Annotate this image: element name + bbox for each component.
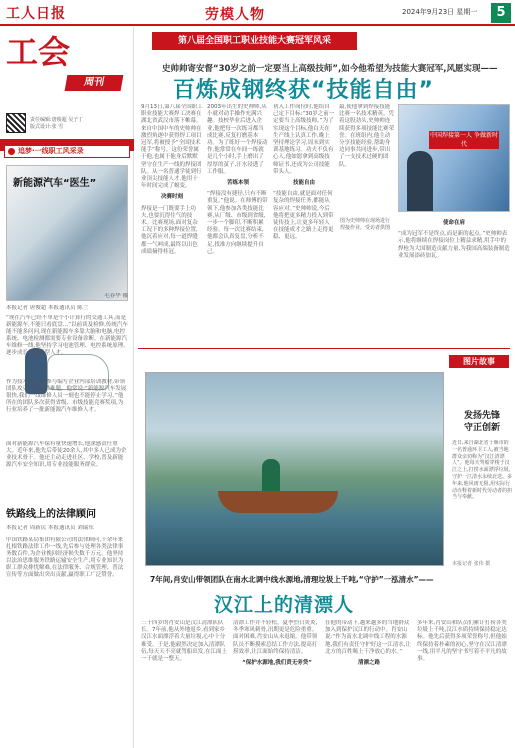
sidebar-byline: 本报记者 张伟 摄 <box>452 561 491 567</box>
column-subtitle: 周刊 <box>65 75 124 91</box>
story-column-4: 多年来,肖安山和队员们累计打捞各类垃圾上千吨,汉江水质持续保持稳定达标。他先后获得多项荣誉称号,但他始终保持着朴素的初心,坚守在汉江清漂一线,用平凡的坚守书写着不平凡的故事。 <box>417 620 507 663</box>
feature-banner: 第八届全国职工职业技能大赛冠军风采 <box>152 32 357 50</box>
feature-kicker: 史帅帅寄安督“30岁之前一定要当上高级技师”,如今他希望为技能大赛冠军,风愿实现—— <box>162 64 498 74</box>
subheading: 苦练本领 <box>226 180 249 187</box>
subheading: 决赛时刻 <box>160 194 183 201</box>
feature-photo-title: 新能源汽车“医生” <box>13 178 97 189</box>
feature-headline: 百炼成钢终获“技能自由” <box>173 78 434 103</box>
subheading: 技能自由 <box>292 180 315 187</box>
photo-sign: 中国焊接第一人 争做新时代 <box>430 132 498 148</box>
article-paragraph: 中国铁路某局集团有限公司的法律顾问,十余年来扎根铁路法律工作一线,先后参与处理各类法律事务数百件,为企业挽回经济损失数千万元。他坚持以法治思维服务铁路运输安全生产,用专业知识为职工群众排忧解难,在法律服务、合规管理、普法宣传等方面做出突出贡献,赢得职工广泛赞誉。 <box>6 537 124 578</box>
left-column <box>0 27 134 748</box>
article-headline: 铁路线上的法律顾问 <box>6 509 96 520</box>
column-title: 工会 <box>6 33 71 71</box>
section-title: 劳模人物 <box>205 7 265 23</box>
story-column-2: 清漂工作并不轻松。夏季烈日炎炎,冬季寒风刺骨,汛期更是危险重重。面对困难,肖安山从未退缩。他带领队员不断摸索总结工作方法,提高打捞效率,让江面始终保持清洁。 “保护水源地,我们责无旁贷” <box>233 620 321 746</box>
series-label: 追梦·一线职工风采录 <box>4 145 130 158</box>
byline: 本报记者 周新民 本报通讯员 刘瑞东 <box>6 525 94 531</box>
column-masthead <box>0 27 134 131</box>
page-number: 5 <box>491 3 511 23</box>
qr-code-icon <box>6 113 26 133</box>
subheading: 使命在肩 <box>442 220 465 226</box>
byline: 本报记者 唐俊超 本报通讯员 陈兰 <box>6 305 89 311</box>
editor-credits: 责任编辑:唐俊超 吴子丁 版式设计:张 雪 <box>30 117 84 130</box>
article-paragraph: “现在汽车已经不单是个小计算行的交通工具,而是新能源车,不能只看底盘…”以前谈及检修,传统汽车能不能多问问,现在新能源车多靠大脑和电脑,电控系统、电池检测都需要专业设备诊断。在新能源汽车维修一线,他坚持学习电池管理、电控系统原理,逐步成长为技能型人才。 <box>6 315 128 356</box>
story-column-3: 在他的带动下,越来越多的当地群众加入到保护汉江的行动中。肖安山说:“作为南水北调中线工程的水源地,我们有责任守护好这一江清水,让北方的百姓喝上干净放心的水。” 清漂之路 <box>325 620 411 667</box>
subheading: 清漂之路 <box>357 660 380 667</box>
feature-column-2: 2003年出生的史帅帅,从小就对动手操作充满兴趣。技校毕业后进入企业,他把每一次练习都当成比赛,反复打磨基本功。为了练好一个焊接动作,他常常在车间一练就是几个小时,手上磨出了厚厚的茧子,汗水浸透了工作服。 苦练本领 “焊接没有捷径,只有不断重复。”他说。在师傅的带领下,他参加各类技能比赛,从厂级、市级到省级,一步一个脚印,不断积累经验。每一次比赛结束,他都会认真复盘,分析不足,找准方向继续提升自己。 <box>207 104 268 255</box>
story-headline: 汉江上的清漂人 <box>214 594 355 616</box>
photo-caption: 图为史帅帅在现场进行焊接作业。受访者供图 <box>340 218 391 231</box>
photo-boat <box>218 491 338 513</box>
photo-credit: 毛春华 摄 <box>104 293 128 299</box>
feature-photo-welder <box>398 104 510 212</box>
photo-rower <box>262 459 280 493</box>
story-kicker: 7年间,肖安山带领团队在南水北调中线水源地,清理垃圾上千吨,“守护”一泓清水”—— <box>150 575 434 584</box>
issue-date: 2024年9月23日 星期一 <box>402 8 478 16</box>
bullet-icon <box>8 148 15 155</box>
photo-worker <box>407 151 433 211</box>
subheading: “保护水源地,我们责无旁贷” <box>242 660 312 667</box>
river-photo <box>145 372 444 566</box>
sidebar-text: 近日,来自湖北省十堰市的一名普通环卫工人,被当地群众亲切称为“汉江清漂人”。他每天驾船穿梭于汉江之上,打捞水面漂浮垃圾,守护一江清水永续北送。多年来,他风雨无阻,用实际行动诠释着新时代劳动者的担当与奉献。 <box>452 440 512 501</box>
story-column-1: 三十四岁的肖安山是汉江清漂队队长。7年前,他从外地返乡,看到家乡汉江水面漂浮着大量垃圾,心中十分难受。于是,他毅然决定加入清漂队伍,每天天不亮就驾船出发,在江面上一干就是一整天。 <box>141 620 227 663</box>
feature-column-1: 9月13日,第八届全国职工职业技能大赛焊工决赛在湖北省武汉市落下帷幕。来自中国中车的史帅帅在激烈角逐中获得焊工项目冠军,将被授予“全国技术能手”称号。这份荣誉属于他,也属于他身后默默坚守在生产一线的焊接团队。从一名普通学徒到行业顶尖技能人才,他用十年时间完成了蜕变。 决赛时刻 焊接是一门既要手上功夫,也要沉得住气的技术。比赛现场,面对复杂工况下的多种焊接位置,他沉着应对,每一道焊缝都一气呵成,最终以出色成绩摘得桂冠。 <box>141 104 203 255</box>
feature-column-5: 使命在肩 “成为冠军不是终点,而是新的起点。”史帅帅表示,他将继续在焊接岗位上精益求精,用手中的焊枪为大国制造贡献力量,为我国高端装备制造业发展添砖加瓦。 <box>398 220 510 259</box>
newspaper-logo: 工人日报 <box>6 6 66 22</box>
sidebar-title: 发扬先锋守正创新 <box>463 411 500 433</box>
picture-story-label: 图片故事 <box>449 355 509 368</box>
feature-column-4: 最,使他拿到焊接技能比赛一名技术精英。凭着这股劲头,史帅帅连续获得多项技能比赛荣誉。在班组内,他主动分享技能经验,帮助身边同事共同进步,带出了一支技术过硬的团队。 <box>339 104 394 168</box>
article-paragraph: 作为技术骨干,他参与编写企业内部培训教材,带领团队攻克多项技术难题。他常说:“新能源汽车发展很快,我们一线维修人员一刻也不能停止学习。”他所在的团队多次获得省级、市级技能竞赛奖项,为行业培养了一批新能源汽车维修人才。 <box>6 379 127 413</box>
masthead <box>0 0 515 26</box>
article-paragraph: 面对新能源汽车保有量快速增长,他深感责任重大。近年来,他先后带徒20余人,其中多人已成为企业技术骨干。他还主动走进社区、学校,普及新能源汽车安全知识,用专业技能服务群众。 <box>6 441 127 468</box>
feature-column-3: 初入工作岗位时,他给自己定下目标:“30岁之前一定要当上高级技师。”为了实现这个目标,他白天在生产线上认真工作,晚上坚持理论学习,周末到实训基地练习。功夫不负有心人,他如愿拿到高级技师证书,还成为公司技能带头人。 技能自由 “技能自由,就是面对任何复杂的焊接任务,都能从容应对。”史帅帅说,今后他将把更多精力投入到带徒传技上,让更多年轻人在技能成才之路上走得更稳、更远。 <box>273 104 335 241</box>
divider <box>138 348 510 349</box>
